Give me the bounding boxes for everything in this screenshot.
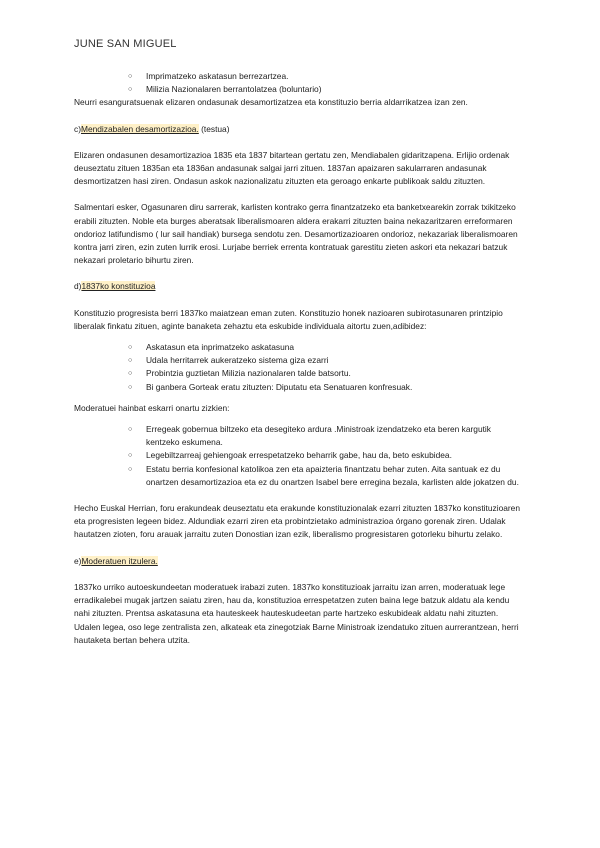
section-d-heading: d)1837ko konstituzioa	[74, 281, 156, 292]
paragraph: Salmentari esker, Ogasunaren diru sarrerak, karlisten kontrako gerra finantzatzeko eta banketxearekin zorrak txikitzeko erabili zituzten. Noble eta burges aberatsak liberalismoaren aldera erakarri zituzten baina nekazaritzaren erreformaren ondorioz latifundismo ( lur sail handiak) bursega sendotu zen. Desamortizazioaren ondorioz, nekazariak liberalismoaren kontra jarri ziren, ezin zuten lurrik erosi. Lurjabe berriek errenta kontratuak garestitu zieten askori eta nekazari batzuk nekazari proletario bihurtu ziren.	[74, 202, 518, 266]
circle-bullet-icon: ○	[128, 383, 133, 391]
list-item: ○ Erregeak gobernua biltzeko eta desegiteko ardura .Ministroak izendatzeko eta beren kargutik kentzeko eskumena.	[128, 424, 491, 448]
circle-bullet-icon: ○	[128, 357, 133, 365]
circle-bullet-icon: ○	[128, 465, 133, 473]
circle-bullet-icon: ○	[128, 452, 133, 460]
paragraph: Hecho Euskal Herrian, foru erakundeak deuseztatu eta erakunde konstituzionalak ezarri zituzten 1837ko konstituzioaren eta progresisten legeen bidez. Aldundiak ezarri ziren eta probintzietako administrazioa órgano gorenak ziren. Udalak hautatzen zioten, foru arauak jarraitu zuten Donostian izan ezik, liberalismo progresistaren gotorleku bihurtu zelako.	[74, 503, 520, 540]
list-item: ○ Legebiltzarreaj gehiengoak errespetatzeko beharrik gabe, hau da, beto eskubidea.	[74, 449, 526, 462]
circle-bullet-icon: ○	[128, 86, 133, 94]
circle-bullet-icon: ○	[128, 344, 133, 352]
list-item: ○ Milizia Nazionalaren berrantolatzea (boluntario)	[74, 83, 526, 96]
list-item: ○ Udala herritarrek aukeratzeko sistema giza ezarri	[74, 354, 526, 367]
list-item: ○ Probintzia guztietan Milizia nazionalaren talde batsortu.	[74, 367, 526, 380]
intro-paragraph: Neurri esanguratsuenak elizaren ondasunak desamortizatzea eta konstituzio berria aldarrikatzea izan zen.	[74, 97, 468, 108]
author-name: JUNE SAN MIGUEL	[74, 38, 177, 50]
moderates-list	[74, 423, 526, 489]
paragraph: Konstituzio progresista berri 1837ko maiatzean eman zuten. Konstituzio honek nazioaren subirotasunaren printzipio liberalak finkatu zituen, aginte banaketa zehaztu eta eskubide individuala aitortu zuen,adibidez:	[74, 307, 503, 331]
section-c-title: Mendizabalen desamortizazioa.	[80, 123, 199, 134]
paragraph: 1837ko urriko autoeskundeetan moderatuek irabazi zuten. 1837ko konstituzioak jarraitu izan arren, moderatuak lege erradikalebei mugak jartzen saiatu ziren, hau da, konstituzioa errespetatzen zuten baina lege batzuk aldatu ala kendu nahi zituzten. Prentsa askatasuna eta hauteskeek hauteskudeetan parte hartzeko eskubideak aldatu nahi zituzten. Udalen legea, oso lege zentralista zen, alkateak eta zinegotziak Barne Ministroak izendatuko zituen aurrerantzean, herri hautaketa bertan behera utzita.	[74, 581, 519, 645]
list-item: ○ Bi ganbera Gorteak eratu zituzten: Diputatu eta Senatuaren konfresuak.	[74, 381, 526, 394]
section-c-heading: c)Mendizabalen desamortizazioa. (testua)	[74, 123, 230, 134]
section-e-title: Moderatuen itzulera.	[81, 555, 158, 566]
section-e-heading: e)Moderatuen itzulera.	[74, 555, 158, 566]
circle-bullet-icon: ○	[128, 370, 133, 378]
intro-list	[74, 70, 526, 96]
section-d-title: 1837ko konstituzioa	[81, 281, 156, 292]
list-item: ○ Askatasun eta inprimatzeko askatasuna	[74, 341, 526, 354]
circle-bullet-icon: ○	[128, 426, 133, 434]
paragraph: Elizaren ondasunen desamortizazioa 1835 eta 1837 bitartean gertatu zen, Mendiabalen gidaritzapena. Erlijio ordenak deuseztatu zituen 1835an eta 1836an andasunak salgai jarri zituen. 1837an apaizaren sakularraren andasunak desmortizatzen hasi ziren. Ondasun askok nazionalizatu zituzten eta geroago enkarte publikoak saldu zituzten.	[74, 149, 510, 187]
paragraph: Moderatuei hainbat eskarri onartu zizkien:	[74, 402, 230, 413]
list-item: ○ Imprimatzeko askatasun berrezartzea.	[74, 70, 526, 83]
list-item: ○ Estatu berria konfesional katolikoa zen eta apaizteria finantzatu behar zuten. Aita santuak ez du onartzen desamortizazioa eta ez du onartzen Isabel bere erregina bezala, karlisten alde jokatzen du.	[128, 463, 519, 487]
rights-list	[74, 341, 526, 394]
circle-bullet-icon: ○	[128, 73, 133, 80]
document-body	[74, 70, 526, 647]
